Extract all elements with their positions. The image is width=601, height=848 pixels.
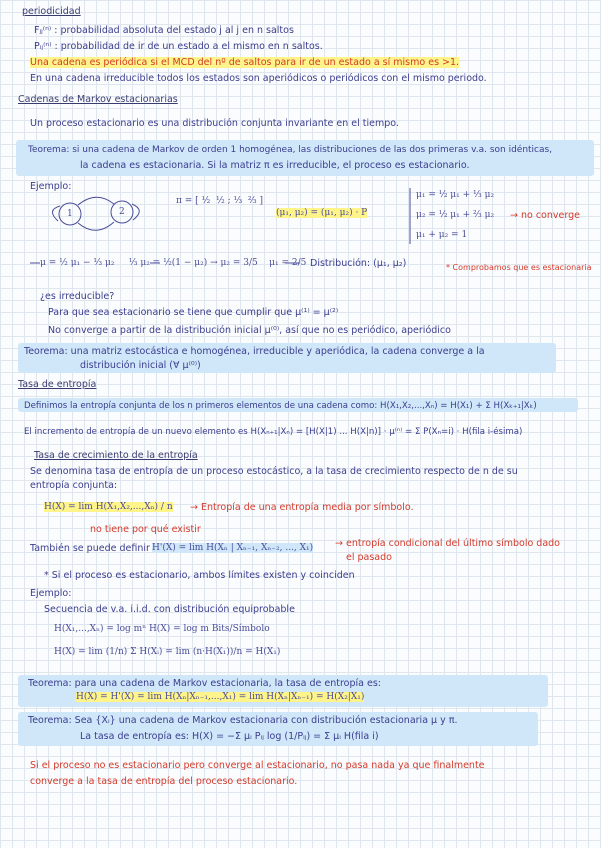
growth-definition-2: entropía conjunta: [30,480,118,491]
alternative-definition: También se puede definir [30,543,150,554]
question-line: ¿es irreducible? [40,291,115,302]
question-answer-1: Para que sea estacionario se tiene que cumplir que μ⁽¹⁾ = μ⁽²⁾ [48,307,339,318]
transition-matrix: π = [ ½ ½ ; ⅓ ⅔ ] [176,196,264,206]
stationary-equation [276,208,367,218]
entropy-rate-formula [44,502,173,512]
conditional-formula-box: H'(X) = lim H(Xₙ | Xₙ₋₁, Xₙ₋₂, ..., X₁) [152,543,314,553]
final-note-1: Si el proceso no es estacionario pero converge al estacionario, no pasa nada ya que finalmente [30,760,485,771]
theorem-3-highlight: H(X) = H'(X) = lim H(Xₙ|Xₙ₋₁,...,X₁) = lim H(Xₙ|Xₙ₋₁) = H(X₂|X₁) [76,692,365,702]
entropy-rate-existence-note: no tiene por qué existir [90,524,201,535]
distribution-line: Distribución: (μ₁, μ₂) [310,258,407,269]
example-conclusion: → no converge [510,210,580,221]
stationary-check-note: * Comprobamos que es estacionaria [446,263,592,272]
theorem-3-line-1: Teorema: para una cadena de Markov estacionaria, la tasa de entropía es: [28,678,381,689]
theorem-1-line-2: la cadena es estacionaria. Si la matriz π es irreducible, el proceso es estacionario. [80,160,470,171]
growth-definition-1: Se denomina tasa de entropía de un proceso estocástico, a la tasa de crecimiento respecto de n de su [30,466,518,477]
periodicity-line-2: Pᵢⱼ⁽ⁿ⁾ : probabilidad de ir de un estado a el mismo en n saltos. [34,41,323,52]
theorem-1-line-1: Teorema: si una cadena de Markov de orden 1 homogénea, las distribuciones de las dos primeras v.a. son idénticas, [28,145,553,155]
periodicity-line-1: Fⱼⱼ⁽ⁿ⁾ : probabilidad absoluta del estado j al j en n saltos [34,25,294,36]
section-title-entropy-rate: Tasa de entropía [18,379,97,390]
state-2-label: 2 [119,207,125,217]
entropy-example-label: Ejemplo: [30,588,72,599]
entropy-rate-highlight: H(X) = lim H(X₁,X₂,...,Xₙ) / n [44,502,173,512]
theorem-2-line-1: Teorema: una matriz estocástica e homogénea, irreducible y aperiódica, la cadena converge a la [24,346,485,357]
theorem-4-line-2: La tasa de entropía es: H(X) = −Σ μᵢ Pᵢⱼ log (1/Pᵢⱼ) = Σ μᵢ H(fila i) [80,731,379,742]
theorem-3-line-2 [76,692,364,702]
system-eq-2: μ₂ = ½ μ₁ + ⅔ μ₂ [416,210,495,220]
section-title-periodicity: periodicidad [22,6,81,17]
example-label: Ejemplo: [30,181,72,192]
state-1-label: 1 [67,209,73,219]
conditional-entropy-formula [152,543,313,553]
conditional-note-1: → entropía condicional del último símbolo dado [335,538,560,549]
theorem-2-line-2: distribución inicial (∀ μ⁽⁰⁾) [80,360,201,371]
stationary-eq-highlight: (μ₁, μ₂) = (μ₁, μ₂) · P [276,208,368,218]
entropy-rate-note: → Entropía de una entropía media por símbolo. [190,502,414,513]
system-eq-1: μ₁ = ½ μ₁ + ⅓ μ₂ [416,190,495,200]
system-eq-3: μ₁ + μ₂ = 1 [416,230,468,240]
entropy-example-2: H(X₁,...,Xₙ) = log mⁿ H(X) = log m Bits/Símbolo [54,624,270,634]
solution-row: μ = ½ μ₁ − ⅓ μ₂ ⅓ μ₂ = ½(1 − μ₂) → μ₂ = 3/5 μ₁ = 2/5 [40,258,307,268]
periodicity-line-4: En una cadena irreducible todos los estados son aperiódicos o periódicos con el mismo periodo. [30,73,487,84]
question-answer-2: No converge a partir de la distribución inicial μ⁽⁰⁾, así que no es periódico, aperiódico [48,325,451,336]
joint-entropy-definition: Definimos la entropía conjunta de los n primeros elementos de una cadena como: H(X₁,X₂,...,Xₙ) = H(X₁) + Σ H(Xₖ₊₁|Xₖ) [24,401,537,411]
entropy-example-3: H(X) = lim (1/n) Σ H(Xᵢ) = lim (n·H(X₁))/n = H(X₁) [54,647,281,657]
final-note-2: converge a la tasa de entropía del proceso estacionario. [30,776,298,787]
theorem-4-line-1: Teorema: Sea {Xᵢ} una cadena de Markov estacionaria con distribución estacionaria μ y π. [28,715,458,726]
section-title-markov: Cadenas de Markov estacionarias [18,94,178,105]
entropy-example-1: Secuencia de v.a. i.i.d. con distribución equiprobable [44,604,295,615]
periodicity-highlight: Una cadena es periódica si el MCD del nº de saltos para ir de un estado a sí mismo es >1. [30,57,460,68]
markov-paragraph: Un proceso estacionario es una distribución conjunta invariante en el tiempo. [30,118,399,129]
entropy-increment: El incremento de entropía de un nuevo elemento es H(Xₙ₊₁|Xₙ) = [H(X|1) ... H(X|n)] · μ⁽ⁿ⁾ = Σ P(Xₙ=i) · H(fila i-ésima) [24,427,523,437]
section-title-growth: Tasa de crecimiento de la entropía [34,450,198,461]
stationary-existence-note: * Si el proceso es estacionario, ambos límites existen y coinciden [44,570,355,581]
conditional-note-2: el pasado [346,552,392,563]
